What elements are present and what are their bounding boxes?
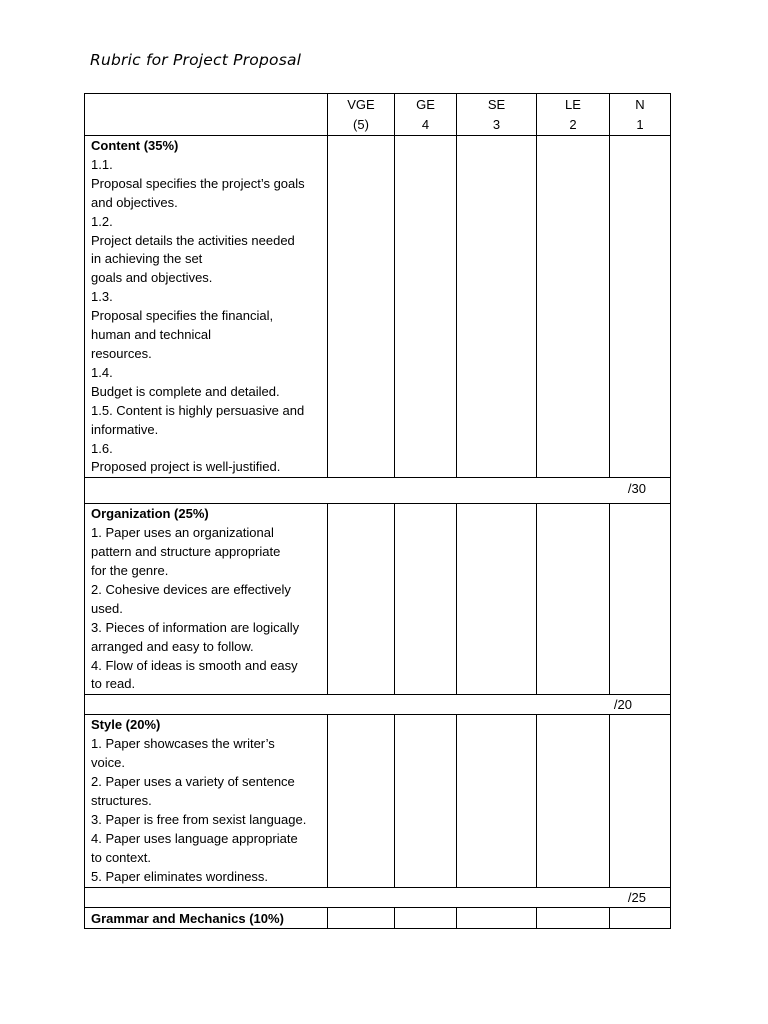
criterion-line: Project details the activities needed xyxy=(91,232,295,248)
header-ge-points: 4 xyxy=(421,117,430,132)
score-cell-n[interactable] xyxy=(610,136,671,478)
header-le-points: 2 xyxy=(569,117,577,132)
criterion-line: 2. Paper uses a variety of sentence xyxy=(91,774,295,790)
criterion-line: 4. Flow of ideas is smooth and easy xyxy=(91,657,298,673)
criterion-line: 1. Paper showcases the writer’s xyxy=(91,736,275,752)
criterion-line: 5. Paper eliminates wordiness. xyxy=(91,868,269,884)
criterion-line: resources. xyxy=(91,345,152,361)
header-criteria-cell xyxy=(85,94,328,136)
score-cell-ge[interactable] xyxy=(395,504,457,695)
criterion-line: 1.6. xyxy=(91,440,113,456)
score-cell-le[interactable] xyxy=(537,907,610,928)
section-grammar-heading: Grammar and Mechanics (10%) xyxy=(91,910,284,926)
criterion-line: and objectives. xyxy=(91,194,178,210)
score-cell-le[interactable] xyxy=(537,504,610,695)
score-cell-ge[interactable] xyxy=(395,715,457,887)
score-cell-le[interactable] xyxy=(537,136,610,478)
score-cell-se[interactable] xyxy=(457,715,537,887)
section-organization-row xyxy=(85,504,671,695)
criterion-line: human and technical xyxy=(91,327,211,343)
section-content-criteria xyxy=(85,136,328,478)
criterion-line: 2. Cohesive devices are effectively xyxy=(91,581,291,597)
criterion-line: 1.2. xyxy=(91,213,113,229)
header-n xyxy=(610,94,671,136)
section-organization-total: /20 xyxy=(85,695,671,715)
section-organization-total-row xyxy=(85,695,671,715)
criterion-line: pattern and structure appropriate xyxy=(91,544,281,560)
score-cell-se[interactable] xyxy=(457,907,537,928)
document-title: Rubric for Project Proposal xyxy=(90,51,302,69)
criterion-line: 1.3. xyxy=(91,289,113,305)
header-vge-abbr: VGE xyxy=(347,97,375,112)
criterion-line: 3. Pieces of information are logically xyxy=(91,619,300,635)
section-content-total-row xyxy=(85,478,671,504)
criterion-line: to context. xyxy=(91,849,151,865)
section-style-heading: Style (20%) xyxy=(91,717,161,733)
score-cell-ge[interactable] xyxy=(395,136,457,478)
rubric-table xyxy=(84,93,671,929)
section-content-row xyxy=(85,136,671,478)
score-cell-vge[interactable] xyxy=(328,715,395,887)
header-ge xyxy=(395,94,457,136)
criterion-line: informative. xyxy=(91,421,159,437)
section-style-total: /25 xyxy=(85,887,671,907)
score-cell-se[interactable] xyxy=(457,504,537,695)
header-n-points: 1 xyxy=(636,117,644,132)
criterion-line: Proposal specifies the project’s goals xyxy=(91,175,305,191)
criterion-line: 1.5. Content is highly persuasive and xyxy=(91,402,305,418)
criterion-line: structures. xyxy=(91,793,152,808)
header-le xyxy=(537,94,610,136)
score-cell-le[interactable] xyxy=(537,715,610,887)
section-organization-criteria xyxy=(85,504,328,695)
score-cell-n[interactable] xyxy=(610,907,671,928)
section-content-total: /30 xyxy=(85,478,671,504)
criterion-line: used. xyxy=(91,600,123,616)
criterion-line: to read. xyxy=(91,676,136,692)
section-style-total-row xyxy=(85,887,671,907)
section-grammar-row xyxy=(85,907,671,928)
header-se-points: 3 xyxy=(492,117,501,132)
section-content-heading: Content (35%) xyxy=(91,138,179,153)
header-row xyxy=(85,94,671,136)
header-vge-points: (5) xyxy=(353,117,369,132)
header-se-abbr: SE xyxy=(487,97,506,112)
criterion-line: Budget is complete and detailed. xyxy=(91,383,280,399)
header-le-abbr: LE xyxy=(565,97,581,112)
criterion-line: 3. Paper is free from sexist language. xyxy=(91,811,307,827)
header-se xyxy=(457,94,537,136)
section-grammar-criteria xyxy=(85,907,328,928)
criterion-line: voice. xyxy=(91,755,125,771)
criterion-line: 1. Paper uses an organizational xyxy=(91,525,274,541)
criterion-line: for the genre. xyxy=(91,563,169,579)
score-cell-n[interactable] xyxy=(610,504,671,695)
header-ge-abbr: GE xyxy=(416,97,435,112)
section-style-criteria xyxy=(85,715,328,887)
criterion-line: 4. Paper uses language appropriate xyxy=(91,830,298,846)
score-cell-se[interactable] xyxy=(457,136,537,478)
score-cell-vge[interactable] xyxy=(328,907,395,928)
score-cell-vge[interactable] xyxy=(328,136,395,478)
header-n-abbr: N xyxy=(635,97,645,112)
section-organization-heading: Organization (25%) xyxy=(91,506,209,522)
criterion-line: in achieving the set xyxy=(91,251,203,267)
criterion-line: 1.1. xyxy=(91,156,113,172)
criterion-line: Proposed project is well-justified. xyxy=(91,459,281,475)
criterion-line: goals and objectives. xyxy=(91,270,213,286)
score-cell-vge[interactable] xyxy=(328,504,395,695)
score-cell-ge[interactable] xyxy=(395,907,457,928)
criterion-line: Proposal specifies the financial, xyxy=(91,308,274,324)
section-style-row xyxy=(85,715,671,887)
criterion-line: arranged and easy to follow. xyxy=(91,638,254,654)
header-vge xyxy=(328,94,395,136)
score-cell-n[interactable] xyxy=(610,715,671,887)
criterion-line: 1.4. xyxy=(91,364,113,380)
